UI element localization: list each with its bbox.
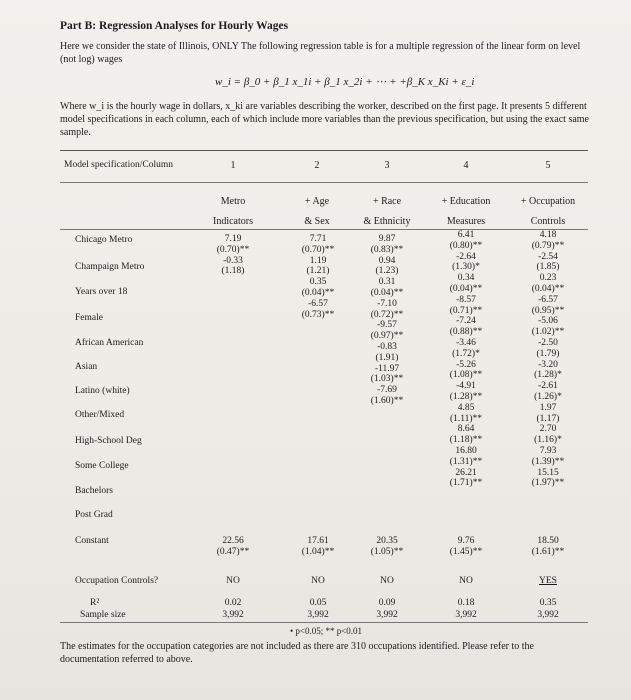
cell-col4-23: (1.71)** <box>449 478 483 489</box>
cell-col4-20: 16.80 <box>455 445 477 456</box>
cell-col5-22: 15.15 <box>537 467 559 478</box>
cell-col5-1: (0.79)** <box>531 240 565 251</box>
row-label-constant: Constant <box>75 536 109 546</box>
row-label-high-school: High-School Deg <box>75 436 142 446</box>
cell-col3-6: -7.10 <box>377 298 397 309</box>
n-4: 3,992 <box>455 610 477 620</box>
cell-col5-0: 4.18 <box>539 230 557 240</box>
table-top-rule <box>60 150 588 151</box>
cell-col2-3: (1.21) <box>306 266 330 277</box>
n-5: 3,992 <box>537 610 559 620</box>
row-label-chicago: Chicago Metro <box>75 235 133 245</box>
constant-4: 9.76 <box>457 536 475 546</box>
row-label-other-mixed: Other/Mixed <box>75 410 125 420</box>
cell-col4-11: (1.72)* <box>452 348 480 359</box>
row-label-years: Years over 18 <box>75 287 128 297</box>
cell-col5-5: (0.04)** <box>531 283 565 294</box>
cell-col4-9: (0.88)** <box>449 327 483 338</box>
col-number-3: 3 <box>384 160 390 171</box>
cell-col4-17: (1.11)** <box>449 413 483 424</box>
cell-col3-7: (0.72)** <box>370 309 404 320</box>
occupation-label: Occupation Controls? <box>75 576 159 586</box>
col-title-3b: & Ethnicity <box>363 216 411 227</box>
constant-5-se: (1.61)** <box>531 547 565 557</box>
cell-col5-9: (1.02)** <box>531 327 565 338</box>
cell-col4-2: -2.64 <box>456 251 476 262</box>
row-label-champaign: Champaign Metro <box>75 262 145 272</box>
constant-1-se: (0.47)** <box>216 547 250 557</box>
col-title-1a: Metro <box>220 196 246 207</box>
intro-text: Here we consider the state of Illinois, ONLY The following regression table is for a multiple regression of the linear form on level (not log) wages <box>60 41 581 65</box>
row-label-post-grad: Post Grad <box>75 510 113 520</box>
cell-col5-11: (1.79) <box>536 348 560 359</box>
cell-col5-23: (1.97)** <box>531 478 565 489</box>
column-3-values <box>359 234 415 407</box>
cell-col3-1: (0.83)** <box>370 244 404 255</box>
cell-col4-10: -3.46 <box>456 337 476 348</box>
cell-col5-20: 7.93 <box>539 445 557 456</box>
cell-col4-15: (1.28)** <box>449 391 483 402</box>
table-header-rule <box>60 182 588 183</box>
r2-label: R² <box>90 598 100 608</box>
cell-col4-5: (0.04)** <box>449 283 483 294</box>
cell-col3-12: -11.97 <box>374 363 400 374</box>
footnote: The estimates for the occupation categories are not included as there are 310 occupations identified. Please refer to the documentation referred to above. <box>60 641 534 665</box>
constant-2: 17.61 <box>307 536 329 546</box>
col-title-2a: + Age <box>304 196 330 207</box>
occupation-3: NO <box>380 576 394 586</box>
cell-col5-6: -6.57 <box>538 294 558 305</box>
column-4-values <box>438 230 494 489</box>
cell-col3-14: -7.69 <box>377 385 397 396</box>
sample-size-label: Sample size <box>80 610 126 620</box>
cell-col4-16: 4.85 <box>457 402 475 413</box>
cell-col5-10: -2.50 <box>538 337 558 348</box>
cell-col3-9: (0.97)** <box>370 331 404 342</box>
constant-3: 20.35 <box>376 536 398 546</box>
row-label-african-american: African American <box>75 338 144 348</box>
row-label-latino: Latino (white) <box>75 386 130 396</box>
cell-col3-8: -9.57 <box>377 320 397 331</box>
constant-5: 18.50 <box>537 536 559 546</box>
cell-col5-2: -2.54 <box>538 251 558 262</box>
cell-col4-21: (1.31)** <box>449 456 483 467</box>
cell-col4-18: 8.64 <box>457 424 475 435</box>
cell-col3-15: (1.60)** <box>370 395 404 406</box>
cell-col4-3: (1.30)* <box>452 262 480 273</box>
r2-2: 0.05 <box>309 598 327 608</box>
cell-col5-16: 1.97 <box>539 402 557 413</box>
cell-col3-0: 9.87 <box>378 234 396 244</box>
section-heading: Part B: Regression Analyses for Hourly Wages <box>60 20 289 32</box>
table-bottom-rule <box>60 622 588 623</box>
cell-col5-17: (1.17) <box>536 413 560 424</box>
cell-col5-15: (1.26)* <box>534 391 562 402</box>
cell-col3-5: (0.04)** <box>370 287 404 298</box>
regression-equation: w_i = β_0 + β_1 x_1i + β_1 x_2i + ⋯ + +β_K x_Ki + ε_i <box>215 76 475 88</box>
cell-col5-8: -5.06 <box>538 316 558 327</box>
r2-3: 0.09 <box>378 598 396 608</box>
cell-col3-11: (1.91) <box>375 352 399 363</box>
n-1: 3,992 <box>222 610 244 620</box>
cell-col5-14: -2.61 <box>538 381 558 392</box>
occupation-1: NO <box>226 576 240 586</box>
cell-col5-18: 2.70 <box>539 424 557 435</box>
col-number-1: 1 <box>230 160 236 171</box>
column-5-values <box>520 230 576 489</box>
table-header-label: Model specification/Column <box>64 160 173 170</box>
col-title-1b: Indicators <box>213 216 253 227</box>
row-label-female: Female <box>75 313 103 323</box>
col-number-5: 5 <box>545 160 551 171</box>
cell-col1-3: (1.18) <box>221 266 245 277</box>
cell-col4-1: (0.80)** <box>449 240 483 251</box>
cell-col2-6: -6.57 <box>308 298 328 309</box>
row-label-asian: Asian <box>75 362 98 372</box>
cell-col4-19: (1.18)** <box>449 435 483 446</box>
col-title-2b: & Sex <box>304 216 330 227</box>
cell-col5-19: (1.16)* <box>534 435 562 446</box>
cell-col5-21: (1.39)** <box>531 456 565 467</box>
r2-1: 0.02 <box>224 598 242 608</box>
cell-col3-4: 0.31 <box>378 277 396 288</box>
cell-col4-7: (0.71)** <box>449 305 483 316</box>
cell-col4-6: -8.57 <box>456 294 476 305</box>
constant-2-se: (1.04)** <box>301 547 335 557</box>
col-number-4: 4 <box>463 160 469 171</box>
cell-col5-13: (1.28)* <box>534 370 562 381</box>
constant-1: 22.56 <box>222 536 244 546</box>
cell-col2-0: 7.71 <box>309 234 327 244</box>
cell-col3-13: (1.03)** <box>370 374 404 385</box>
cell-col5-4: 0.23 <box>539 273 557 284</box>
description-text: Where w_i is the hourly wage in dollars, x_ki are variables describing the worker, described on the first page. It presents 5 different model specifications in each column, each of which include more variables than the previous specification, but using the exact same sample. <box>60 101 589 138</box>
r2-5: 0.35 <box>539 598 557 608</box>
cell-col2-7: (0.73)** <box>301 309 335 320</box>
cell-col4-0: 6.41 <box>457 230 475 240</box>
col-title-4a: + Education <box>441 196 491 207</box>
column-2-values <box>290 234 346 320</box>
cell-col5-7: (0.95)** <box>531 305 565 316</box>
cell-col4-12: -5.26 <box>456 359 476 370</box>
constant-4-se: (1.45)** <box>449 547 483 557</box>
cell-col4-14: -4.91 <box>456 381 476 392</box>
cell-col3-10: -0.83 <box>377 341 397 352</box>
col-title-5a: + Occupation <box>520 196 576 207</box>
n-2: 3,992 <box>307 610 329 620</box>
cell-col4-13: (1.08)** <box>449 370 483 381</box>
cell-col4-4: 0.34 <box>457 273 475 284</box>
cell-col1-1: (0.70)** <box>216 244 250 255</box>
col-number-2: 2 <box>314 160 320 171</box>
occupation-2: NO <box>311 576 325 586</box>
cell-col1-2: -0.33 <box>223 255 243 266</box>
table-body-rule <box>60 229 588 230</box>
significance-note: • p<0.05; ** p<0.01 <box>290 626 363 636</box>
row-label-some-college: Some College <box>75 461 129 471</box>
cell-col4-8: -7.24 <box>456 316 476 327</box>
cell-col2-1: (0.70)** <box>301 244 335 255</box>
col-title-4b: Measures <box>446 216 486 227</box>
col-title-3a: + Race <box>372 196 402 207</box>
col-title-5b: Controls <box>530 216 566 227</box>
cell-col5-12: -3.20 <box>538 359 558 370</box>
cell-col3-2: 0.94 <box>378 255 396 266</box>
occupation-5: YES <box>539 576 557 586</box>
cell-col2-5: (0.04)** <box>301 287 335 298</box>
cell-col4-22: 26.21 <box>455 467 477 478</box>
cell-col1-0: 7.19 <box>224 234 242 244</box>
occupation-4: NO <box>459 576 473 586</box>
row-label-bachelors: Bachelors <box>75 486 113 496</box>
constant-3-se: (1.05)** <box>370 547 404 557</box>
cell-col3-3: (1.23) <box>375 266 399 277</box>
cell-col2-4: 0.35 <box>309 277 327 288</box>
cell-col5-3: (1.85) <box>536 262 560 273</box>
r2-4: 0.18 <box>457 598 475 608</box>
n-3: 3,992 <box>376 610 398 620</box>
column-1-values <box>205 234 261 277</box>
cell-col2-2: 1.19 <box>309 255 327 266</box>
